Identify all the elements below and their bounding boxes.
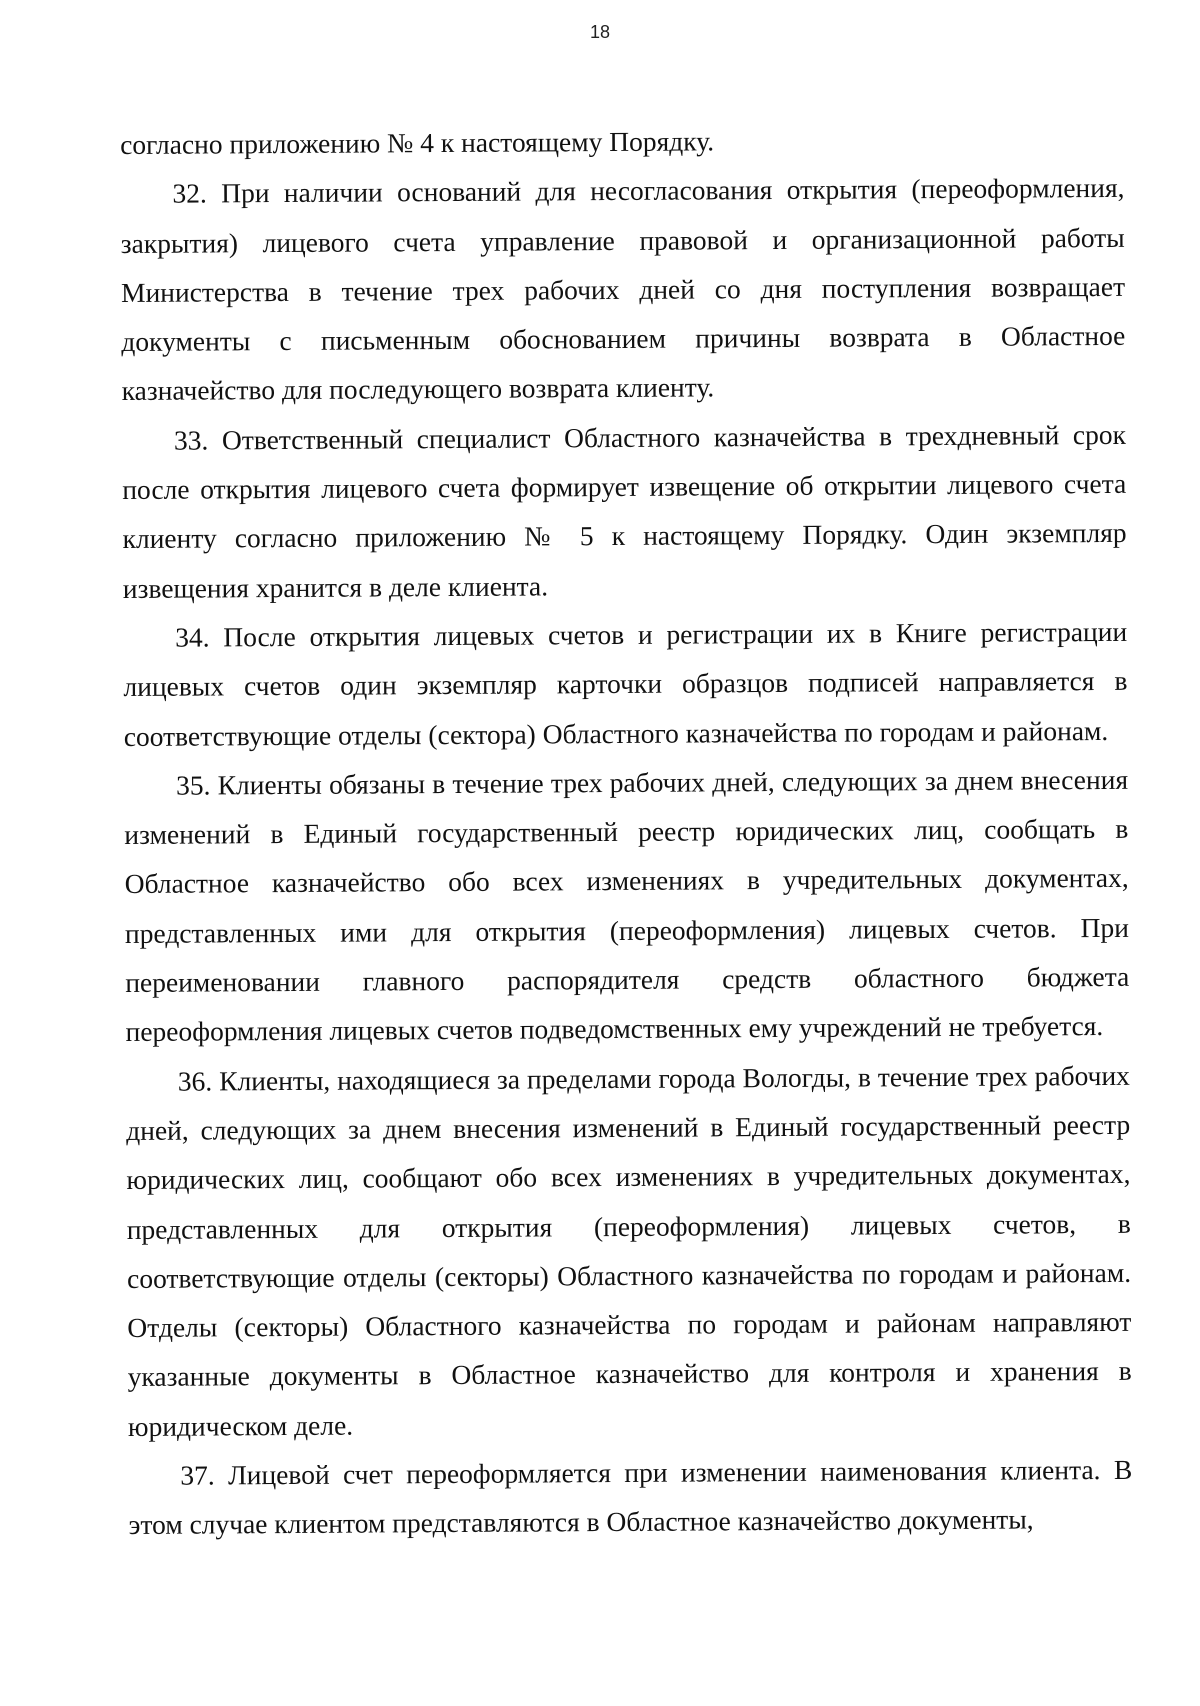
document-body bbox=[120, 114, 1133, 1550]
paragraph-36: 36. Клиенты, находящиеся за пределами города Вологды, в течение трех рабочих дней, следующих за днем внесения изменений в Единый государственный реестр юридических лиц, сообщают обо всех изменениях в учредительных документах, представленных для открытия (переоформления) лицевых счетов, в соответствующие отделы (секторы) Областного казначейства по городам и районам. Отделы (секторы) Областного казначейства по городам и районам направляют указанные документы в Областное казначейство для контроля и хранения в юридическом деле. bbox=[126, 1059, 1132, 1442]
paragraph-37: 37. Лицевой счет переоформляется при изменении наименования клиента. В этом случае клиентом представляются в Областное казначейство документы, bbox=[128, 1453, 1133, 1541]
paragraph-continuation: согласно приложению № 4 к настоящему Порядку. bbox=[120, 125, 715, 160]
paragraph-34: 34. После открытия лицевых счетов и регистрации их в Книге регистрации лицевых счетов один экземпляр карточки образцов подписей направляется в соответствующие отделы (сектора) Областного казначейства по городам и районам. bbox=[123, 615, 1128, 752]
paragraph-35: 35. Клиенты обязаны в течение трех рабочих дней, следующих за днем внесения изменений в Единый государственный реестр юридических лиц, сообщать в Областное казначейство обо всех изменениях в учредительных документах, представленных ими для открытия (переоформления) лицевых счетов. При переименовании главного распорядителя средств областного бюджета переоформления лицевых счетов подведомственных ему учреждений не требуется. bbox=[124, 763, 1130, 1048]
page-number: 18 bbox=[589, 22, 611, 42]
paragraph-32: 32. При наличии оснований для несогласования открытия (переоформления, закрытия) лицевого счета управление правовой и организационной работы Министерства в течение трех рабочих дней со дня поступления возвращает документы с письменным обоснованием причины возврата в Областное казначейство для последующего возврата клиенту. bbox=[120, 172, 1126, 407]
paragraph-33: 33. Ответственный специалист Областного казначейства в трехдневный срок после открытия лицевого счета формирует извещение об открытии лицевого счета клиенту согласно приложению № 5 к настоящему Порядку. Один экземпляр извещения хранится в деле клиента. bbox=[122, 418, 1127, 604]
